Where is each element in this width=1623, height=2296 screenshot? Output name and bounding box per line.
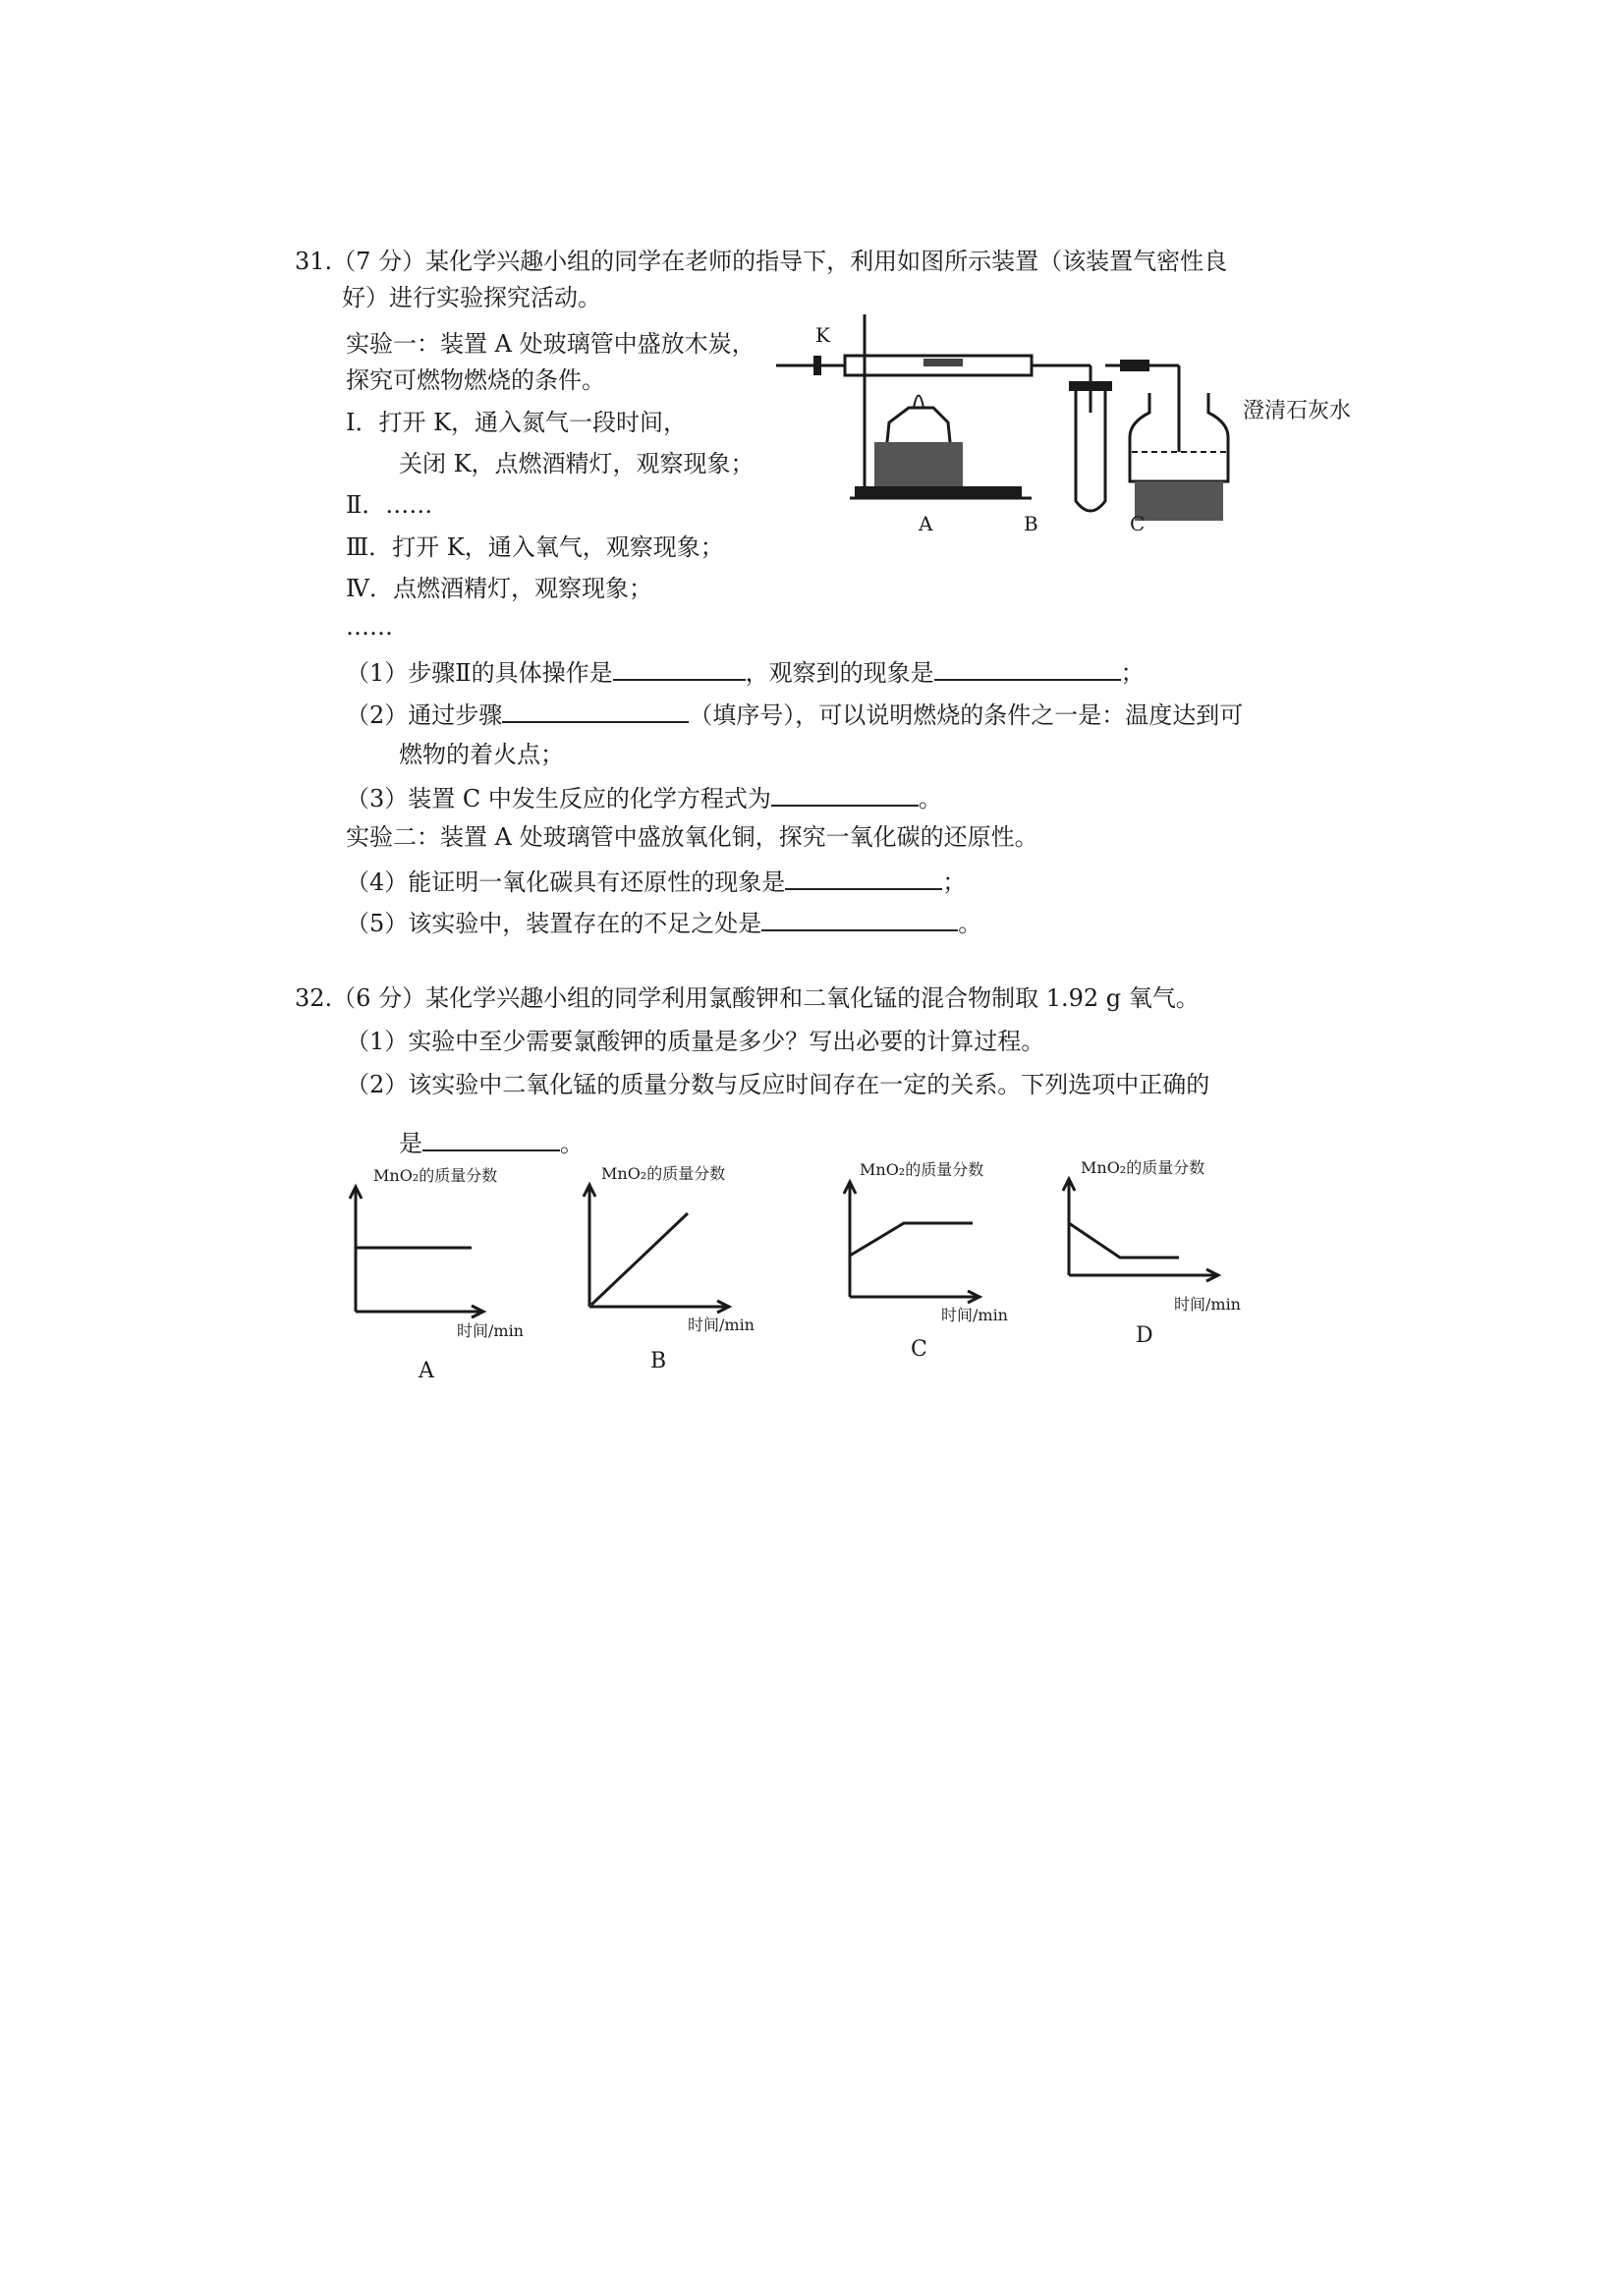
charcoal-sample [923,359,963,366]
q31-sub1-text-a: （1）步骤Ⅱ的具体操作是 [346,659,613,687]
q31-exp1-line2: 探究可燃物燃烧的条件。 [346,366,605,394]
lamp-block [874,442,963,486]
answer-blank-1[interactable] [613,655,746,681]
graph-c-curve [850,1223,973,1256]
apparatus-label-c: C [1130,512,1146,535]
answer-blank-7[interactable] [422,1126,560,1151]
graph-c-label: C [911,1337,927,1362]
graph-option-c[interactable] [844,1160,1008,1362]
q31-sub4-text-b: ； [942,868,967,896]
graph-b-ylabel: MnO₂的质量分数 [601,1164,726,1183]
stand-base [855,486,1022,498]
q31-sub5-text-a: （5）该实验中，装置存在的不足之处是 [346,910,762,937]
graph-c-xlabel: 时间/min [941,1306,1008,1324]
q31-header-cont: 好）进行实验探究活动。 [342,284,601,311]
graph-option-a[interactable] [350,1166,524,1383]
graph-option-d[interactable] [1063,1158,1241,1348]
experiment-apparatus-diagram [776,314,1352,540]
graph-a-label: A [419,1359,434,1383]
flame-icon [914,396,923,409]
graph-b-curve [591,1213,688,1305]
graph-b-label: B [650,1349,667,1373]
q31-sub1-text-b: ，观察到的现象是 [745,659,934,687]
graph-option-b[interactable] [584,1164,755,1373]
q31-sub1 [346,655,1145,689]
graph-d-label: D [1136,1323,1153,1348]
q31-sub2 [346,698,1243,731]
graph-b-xlabel: 时间/min [688,1316,755,1334]
q31-sub3-text-b: 。 [918,785,942,812]
answer-blank-3[interactable] [502,698,689,723]
q31-sub1-text-c: ； [1120,659,1145,687]
q31-step4: Ⅳ．点燃酒精灯，观察现象； [346,575,652,602]
graph-a-xlabel: 时间/min [457,1321,524,1340]
graph-d-ylabel: MnO₂的质量分数 [1081,1158,1205,1177]
apparatus-label-a: A [919,512,933,535]
q31-sub3-text-a: （3）装置 C 中发生反应的化学方程式为 [346,785,771,812]
answer-blank-4[interactable] [771,781,919,807]
q31-step3: Ⅲ．打开 K，通入氧气，观察现象； [346,533,724,561]
q32-sub2-text-b: 是 [399,1130,422,1157]
answer-blank-6[interactable] [761,906,958,931]
graph-a-ylabel: MnO₂的质量分数 [373,1166,498,1185]
graph-d-xlabel: 时间/min [1174,1295,1241,1314]
q31-ellipsis: …… [346,613,393,641]
q31-sub5-text-b: 。 [958,910,982,937]
limewater-label: 澄清石灰水 [1243,399,1352,423]
valve-k-icon[interactable] [813,356,821,375]
graph-d-curve [1069,1223,1179,1258]
graph-options [344,1149,1248,1385]
answer-blank-5[interactable] [785,865,942,890]
q31-sub3 [346,781,942,814]
q31-sub5 [346,906,981,939]
stopper-b [1069,381,1112,391]
rubber-joint [1120,360,1149,371]
q31-exp1-line1: 实验一：装置 A 处玻璃管中盛放木炭， [346,330,756,358]
q32-sub2-text-c: 。 [560,1130,584,1157]
q31-sub2-cont: 燃物的着火点； [399,741,564,768]
q31-step1-a: Ⅰ．打开 K，通入氮气一段时间， [346,409,688,436]
q31-sub2-text-b: （填序号），可以说明燃烧的条件之一是：温度达到可 [689,701,1244,729]
q31-sub2-text-a: （2）通过步骤 [346,701,503,729]
q31-exp2: 实验二：装置 A 处玻璃管中盛放氧化铜，探究一氧化碳的还原性。 [346,823,1038,851]
apparatus-label-b: B [1024,512,1038,535]
q32-header: 32.（6 分）某化学兴趣小组的同学利用氯酸钾和二氧化锰的混合物制取 1.92 g 氧气。 [295,984,1200,1012]
q31-step2: Ⅱ．…… [346,491,433,519]
bottle-block [1135,481,1223,521]
q32-sub2: （2）该实验中二氧化锰的质量分数与反应时间存在一定的关系。下列选项中正确的 [346,1071,1210,1098]
answer-blank-2[interactable] [934,655,1121,681]
q32-sub1: （1）实验中至少需要氯酸钾的质量是多少？写出必要的计算过程。 [346,1028,1045,1055]
q31-header: 31.（7 分）某化学兴趣小组的同学在老师的指导下，利用如图所示装置（该装置气密性良 [295,248,1228,275]
valve-k-label: K [815,323,830,347]
q31-sub4 [346,865,966,898]
q31-sub4-text-a: （4）能证明一氧化碳具有还原性的现象是 [346,868,786,896]
q31-step1-b: 关闭 K，点燃酒精灯，观察现象； [399,450,755,477]
graph-c-ylabel: MnO₂的质量分数 [860,1160,984,1179]
